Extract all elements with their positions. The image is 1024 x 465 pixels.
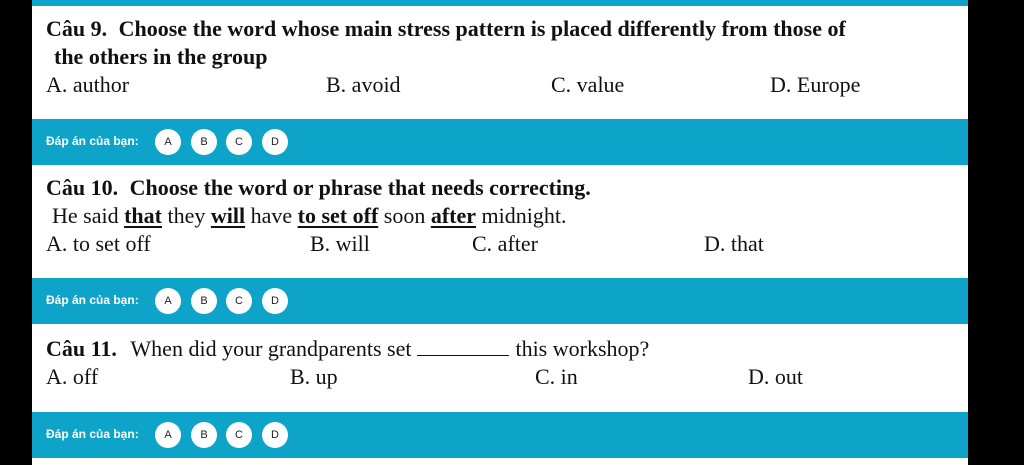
answer-bar-question-9 bbox=[32, 119, 968, 165]
question-10-option-c: C. after bbox=[472, 231, 538, 256]
question-10-sentence bbox=[52, 203, 566, 229]
top-accent-bar bbox=[32, 0, 968, 6]
answer-label: Đáp án của bạn: bbox=[46, 134, 139, 148]
question-11-number: Câu 11. bbox=[46, 336, 117, 361]
question-10-option-d: D. that bbox=[704, 231, 764, 256]
question-11-option-b: B. up bbox=[290, 364, 338, 389]
answer-choice-a[interactable]: A bbox=[155, 288, 181, 314]
answer-choice-b[interactable]: B bbox=[191, 129, 217, 155]
sentence-text: soon bbox=[378, 203, 431, 228]
question-9-option-b: B. avoid bbox=[326, 72, 401, 97]
question-9-prompt-line2: the others in the group bbox=[54, 44, 268, 69]
question-11-option-d: D. out bbox=[748, 364, 803, 389]
question-10-prompt bbox=[46, 175, 591, 201]
question-9-prompt-text: Choose the word whose main stress pattern is placed differently from those of bbox=[118, 16, 846, 41]
sentence-text: He said bbox=[52, 203, 125, 228]
question-9-option-c: C. value bbox=[551, 72, 625, 97]
answer-choice-d[interactable]: D bbox=[262, 288, 288, 314]
answer-choice-c[interactable]: C bbox=[226, 422, 252, 448]
answer-choice-b[interactable]: B bbox=[191, 288, 217, 314]
sentence-text: they bbox=[161, 203, 211, 228]
question-10-prompt-text: Choose the word or phrase that needs correcting. bbox=[129, 175, 591, 200]
answer-choice-d[interactable]: D bbox=[262, 129, 288, 155]
underlined-word-will: will bbox=[210, 203, 246, 228]
answer-label: Đáp án của bạn: bbox=[46, 427, 139, 441]
question-11-prompt-before: When did your grandparents set bbox=[130, 336, 412, 361]
underlined-phrase-to-set-off: to set off bbox=[297, 203, 379, 228]
answer-blank bbox=[417, 354, 509, 356]
question-10-option-a: A. to set off bbox=[46, 231, 151, 256]
question-9-option-a: A. author bbox=[46, 72, 130, 97]
answer-choice-a[interactable]: A bbox=[155, 422, 181, 448]
answer-choice-b[interactable]: B bbox=[191, 422, 217, 448]
answer-choice-a[interactable]: A bbox=[155, 129, 181, 155]
answer-choice-c[interactable]: C bbox=[226, 129, 252, 155]
question-9-number: Câu 9. bbox=[46, 16, 108, 41]
answer-bar-question-10 bbox=[32, 278, 968, 324]
answer-label: Đáp án của bạn: bbox=[46, 293, 139, 307]
sentence-text: have bbox=[245, 203, 298, 228]
underlined-word-that: that bbox=[124, 203, 162, 228]
question-10-number: Câu 10. bbox=[46, 175, 119, 200]
question-11-prompt-after: this workshop? bbox=[515, 336, 650, 361]
question-11-option-c: C. in bbox=[535, 364, 578, 389]
quiz-page bbox=[32, 0, 968, 465]
answer-choice-c[interactable]: C bbox=[226, 288, 252, 314]
question-9-option-d: D. Europe bbox=[770, 72, 861, 97]
question-9 bbox=[32, 14, 968, 118]
answer-bar-question-11 bbox=[32, 412, 968, 458]
question-9-prompt bbox=[46, 16, 846, 42]
question-10 bbox=[32, 172, 968, 278]
question-10-option-b: B. will bbox=[310, 231, 370, 256]
answer-choice-d[interactable]: D bbox=[262, 422, 288, 448]
question-11-prompt bbox=[46, 336, 649, 362]
question-11-option-a: A. off bbox=[46, 364, 99, 389]
underlined-word-after: after bbox=[430, 203, 477, 228]
question-11 bbox=[32, 335, 968, 411]
sentence-text: midnight. bbox=[476, 203, 567, 228]
